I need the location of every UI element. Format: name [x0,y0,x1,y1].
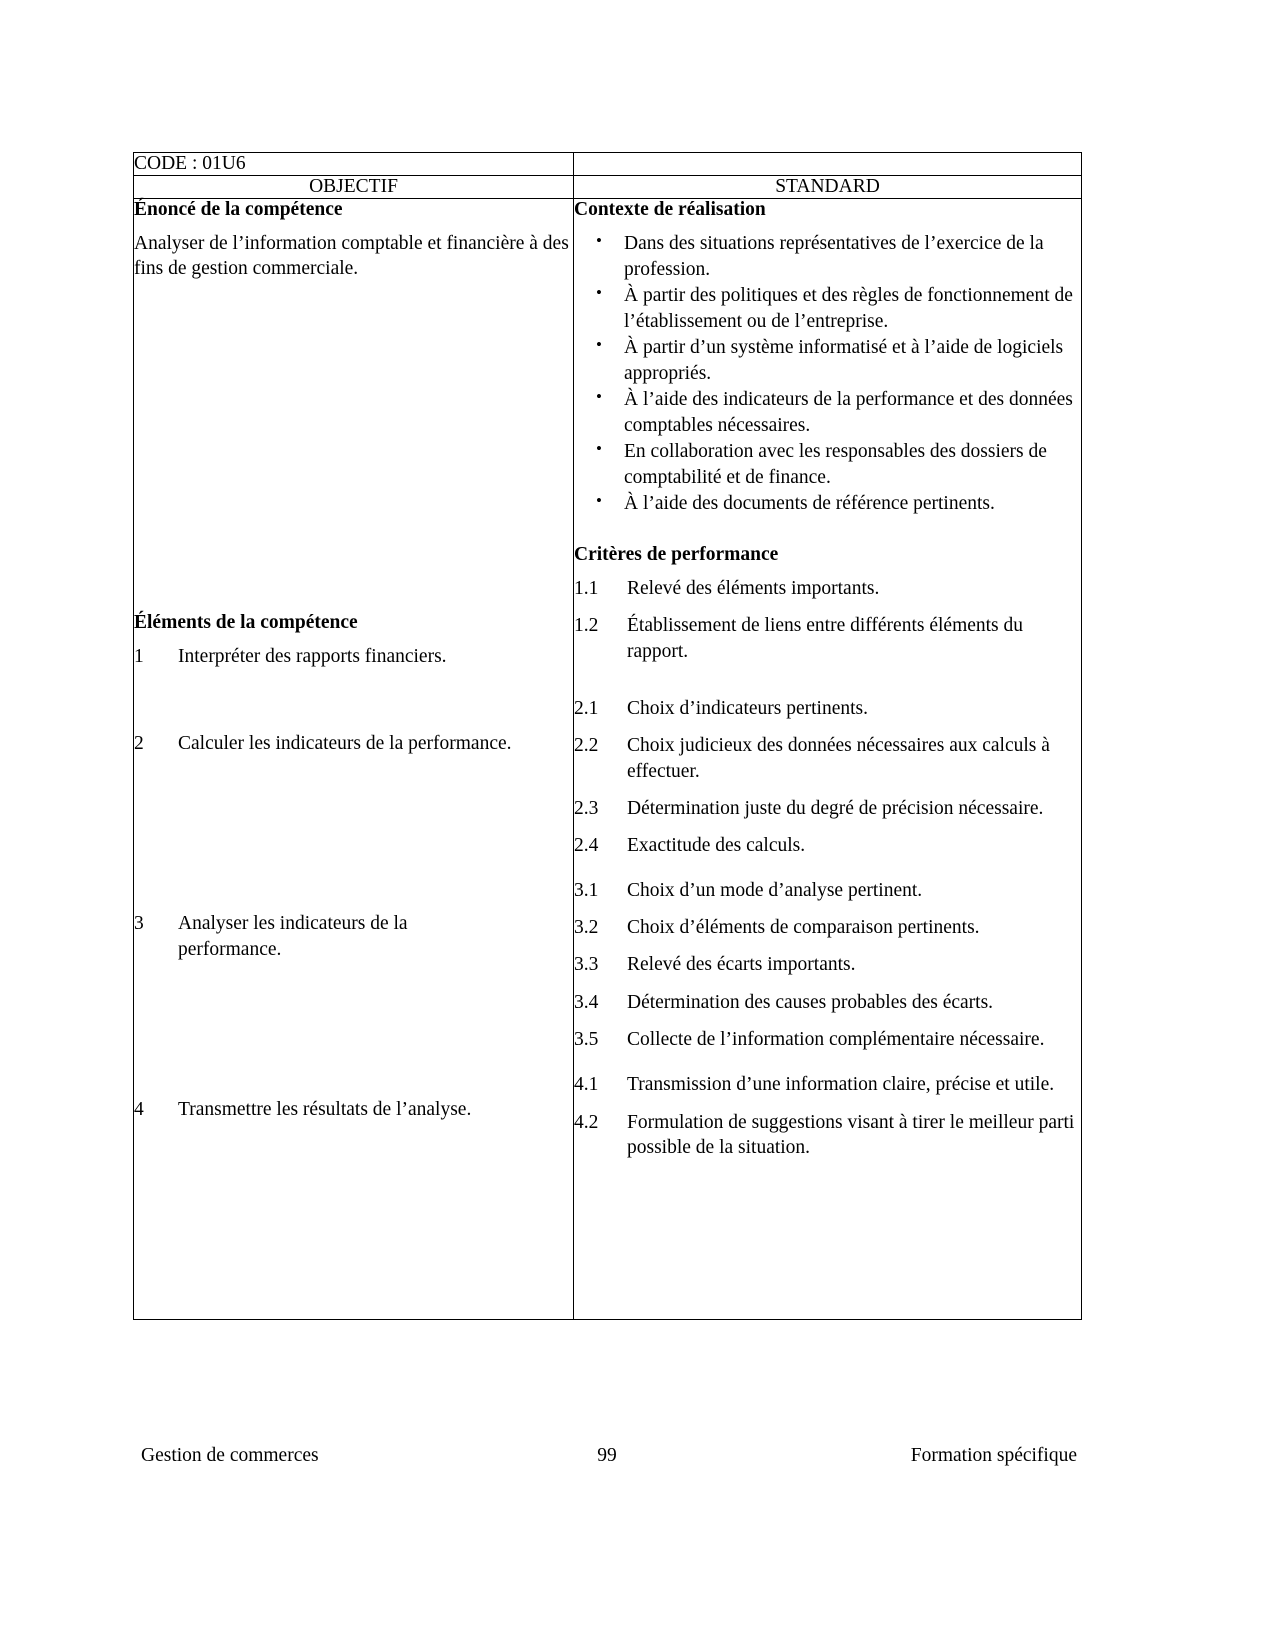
element-number: 1 [134,645,144,667]
criterion-text: Choix judicieux des données nécessaires aux calculs à effectuer. [627,735,1050,782]
elements-list [134,644,573,1123]
criterion-number: 4.1 [574,1074,599,1096]
element-number: 3 [134,913,144,935]
list-item [574,833,1081,858]
enonce-text: Analyser de l’information comptable et financière à des fins de gestion commerciale. [134,233,569,280]
list-item [134,731,573,756]
element-text: Calculer les indicateurs de la performance. [178,733,512,755]
criteres-list [574,576,1081,1161]
list-item [574,576,1081,601]
criterion-text: Exactitude des calculs. [627,835,806,857]
footer-page-number: 99 [597,1445,617,1466]
list-item [134,1097,573,1122]
standard-cell [574,199,1082,1320]
element-number: 2 [134,733,144,755]
criteres-title: Critères de performance [574,543,779,565]
footer-right: Formation spécifique [910,1445,1077,1466]
criterion-number: 4.2 [574,1111,599,1133]
criterion-number: 3.3 [574,954,599,976]
list-item: • Dans des situations représentatives de l’exercice de la profession. [574,231,1081,282]
list-item [574,796,1081,821]
list-item [134,644,573,669]
list-item [574,733,1081,784]
list-item [574,990,1081,1015]
list-item: • En collaboration avec les responsables des dossiers de comptabilité et de finance. [574,439,1081,490]
criterion-number: 3.2 [574,916,599,938]
table-row-headers [134,176,1082,199]
list-item [574,878,1081,903]
list-item [574,696,1081,721]
elements-title: Éléments de la compétence [134,611,358,633]
criterion-number: 1.2 [574,615,599,637]
criterion-text: Détermination juste du degré de précision nécessaire. [627,797,1044,819]
criterion-text: Relevé des écarts importants. [627,954,856,976]
list-item [574,1110,1081,1161]
criterion-number: 3.5 [574,1028,599,1050]
criterion-text: Détermination des causes probables des écarts. [627,991,994,1013]
contexte-bullet-list [574,231,1081,517]
criterion-text: Choix d’indicateurs pertinents. [627,697,868,719]
list-item [574,915,1081,940]
table-row-body [134,199,1082,1320]
list-item [574,613,1081,664]
criterion-number: 3.1 [574,879,599,901]
criterion-number: 2.2 [574,735,599,757]
element-text: Analyser les indicateurs de la performance. [178,913,408,960]
criterion-number: 2.1 [574,697,599,719]
criterion-text: Établissement de liens entre différents éléments du rapport. [627,615,1024,662]
header-objectif: OBJECTIF [134,176,574,199]
criterion-number: 2.4 [574,835,599,857]
table-row-code [134,153,1082,176]
list-item: • À l’aide des indicateurs de la performance et des données comptables nécessaires. [574,387,1081,438]
list-item [574,1072,1081,1097]
criterion-text: Relevé des éléments importants. [627,577,880,599]
list-item: • À partir des politiques et des règles de fonctionnement de l’établissement ou de l’entreprise. [574,283,1081,334]
contexte-title: Contexte de réalisation [574,199,766,220]
list-item: • À l’aide des documents de référence pertinents. [574,491,1081,517]
criterion-text: Collecte de l’information complémentaire nécessaire. [627,1028,1045,1050]
element-text: Transmettre les résultats de l’analyse. [178,1099,472,1121]
criterion-text: Formulation de suggestions visant à tirer le meilleur parti possible de la situation. [627,1111,1075,1158]
list-item: • À partir d’un système informatisé et à l’aide de logiciels appropriés. [574,335,1081,386]
footer-left: Gestion de commerces [141,1445,319,1466]
code-cell-empty [574,153,1082,176]
code-cell: CODE : 01U6 [134,153,574,176]
element-text: Interpréter des rapports financiers. [178,645,447,667]
enonce-title: Énoncé de la compétence [134,199,343,220]
list-item [574,952,1081,977]
criterion-text: Transmission d’une information claire, précise et utile. [627,1074,1055,1096]
criterion-number: 1.1 [574,577,599,599]
list-item [134,911,448,962]
criterion-text: Choix d’un mode d’analyse pertinent. [627,879,923,901]
header-standard: STANDARD [574,176,1082,199]
criterion-text: Choix d’éléments de comparaison pertinents. [627,916,980,938]
objectif-cell [134,199,574,1320]
element-number: 4 [134,1099,144,1121]
criterion-number: 2.3 [574,797,599,819]
criterion-number: 3.4 [574,991,599,1013]
list-item [574,1027,1081,1052]
competency-table [133,152,1082,1320]
